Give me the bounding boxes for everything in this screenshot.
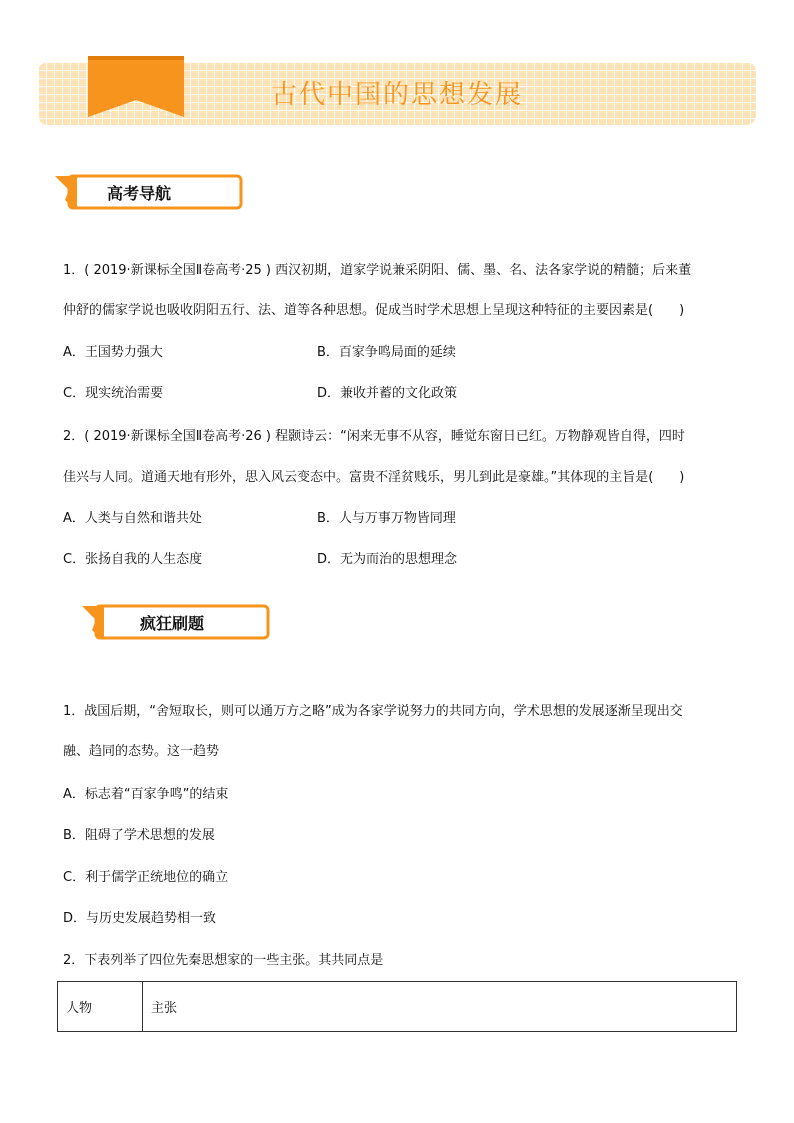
- option-a: A．标志着“百家争鸣”的结束: [63, 787, 229, 802]
- section-title: 高考导航: [107, 184, 172, 203]
- page-title: 古代中国的思想发展: [270, 80, 523, 110]
- option-c: C．利于儒学正统地位的确立: [63, 870, 229, 885]
- question-text: 融、趋同的态势。这一趋势: [63, 744, 220, 759]
- option-b: B．阻碍了学术思想的发展: [63, 828, 215, 843]
- option-a: A．王国势力强大: [63, 345, 163, 360]
- section-tab-shuati: [82, 604, 282, 642]
- table-header-cell: 主张: [143, 982, 737, 1032]
- option-d: D．兼收并蓄的文化政策: [317, 386, 458, 401]
- question-text: 2．( 2019·新课标全国Ⅱ卷高考·26 ) 程颢诗云：“闲来无事不从容，睡觉东窗日已红。万物静观皆自得，四时: [63, 429, 685, 444]
- question-text: 1．( 2019·新课标全国Ⅱ卷高考·25 ) 西汉初期，道家学说兼采阴阳、儒、墨、名、法各家学说的精髓；后来董: [63, 263, 692, 278]
- option-c: C．张扬自我的人生态度: [63, 552, 203, 567]
- table-header-cell: 人物: [58, 982, 143, 1032]
- option-b: B．人与万事万物皆同理: [317, 511, 456, 526]
- question-text: 佳兴与人同。道通天地有形外，思入风云变态中。富贵不淫贫贱乐，男儿到此是豪雄。”其体现的主旨是( ): [63, 470, 685, 485]
- table-row: [58, 982, 737, 1032]
- section-title: 疯狂刷题: [140, 614, 205, 633]
- option-c: C．现实统治需要: [63, 386, 164, 401]
- section-tab-gaokao: [55, 174, 255, 212]
- option-d: D．无为而治的思想理念: [317, 552, 458, 567]
- question-text: 1．战国后期，“舍短取长，则可以通万方之略”成为各家学说努力的共同方向，学术思想的发展逐渐呈现出交: [63, 704, 683, 719]
- option-a: A．人类与自然和谐共处: [63, 511, 202, 526]
- thinkers-table: [57, 981, 737, 1032]
- question-text: 仲舒的儒家学说也吸收阴阳五行、法、道等各种思想。促成当时学术思想上呈现这种特征的主要因素是( ): [63, 303, 685, 318]
- question-text: 2．下表列举了四位先秦思想家的一些主张。其共同点是: [63, 953, 384, 968]
- option-b: B．百家争鸣局面的延续: [317, 345, 456, 360]
- option-d: D．与历史发展趋势相一致: [63, 911, 217, 926]
